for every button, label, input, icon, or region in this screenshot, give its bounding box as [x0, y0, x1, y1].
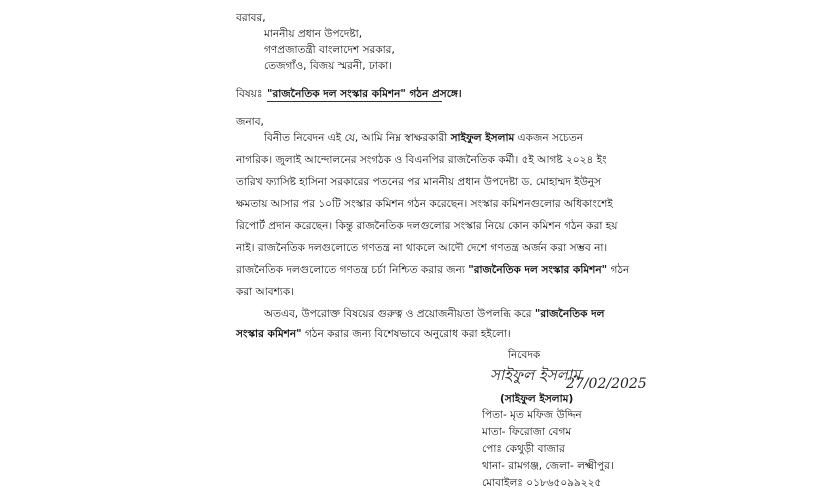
address-line-1: মাননীয় প্রধান উপদেষ্টা,: [264, 28, 363, 40]
address-line-3: তেজগাঁও, বিজয় স্মরনী, ঢাকা।: [264, 60, 392, 72]
body-line-2: নাগরিক। জুলাই আন্দোলনের সংগঠক ও বিএনপির রাজনৈতিক কর্মী। ৫ই আগষ্ট ২০২৪ ইং: [236, 154, 607, 166]
closing-line-2: সংস্কার কমিশন" গঠন করার জন্য বিশেষভাবে অনুরোধ করা হইলো।: [236, 328, 511, 340]
handwritten-signature: সাইফুল ইসলাম: [490, 366, 581, 384]
handwritten-date: 27/02/2025: [566, 376, 647, 392]
greeting: জনাব,: [236, 116, 264, 128]
body-line-3: তারিখ ফ্যাসিষ্ট হাসিনা সরকারের পতনের পর মাননীয় প্রধান উপদেষ্টা ড. মোহাম্মদ ইউনুস: [236, 176, 602, 188]
signer-mobile: মোবাইলঃ ০১৮৬৫০৯৯২২৫: [482, 477, 602, 489]
subject-label: বিষয়ঃ: [236, 88, 263, 100]
closing-line-1: অতএব, উপরোক্ত বিষয়ের গুরুত্ব ও প্রয়োজনীয়তা উপলব্ধি করে "রাজনৈতিক দল: [264, 308, 605, 320]
signer-father: পিতা- মৃত মফিজ উদ্দিন: [482, 409, 582, 421]
subject-text: "রাজনৈতিক দল সংস্কার কমিশন" গঠন প্রসঙ্গে।: [267, 88, 462, 100]
body-line-6: নাই। রাজনৈতিক দলগুলোতে গণতন্ত্র না থাকলে আদৌ দেশে গণতন্ত্র অর্জন করা সম্ভব না।: [236, 242, 608, 254]
signoff: নিবেদক: [508, 349, 541, 361]
body-line-7: রাজনৈতিক দলগুলোতে গণতন্ত্র চর্চা নিশ্চিত করার জন্য "রাজনৈতিক দল সংস্কার কমিশন" গঠন: [236, 264, 630, 276]
signer-thana-district: থানা- রামগঞ্জ, জেলা- লক্ষ্মীপুর।: [482, 460, 614, 472]
address-line-2: গণপ্রজাতন্ত্রী বাংলাদেশ সরকার,: [264, 44, 395, 56]
body-line-1: বিনীত নিবেদন এই যে, আমি নিম্ন স্বাক্ষরকারী সাইফুল ইসলাম একজন সচেতন: [264, 132, 583, 144]
signer-mother: মাতা- ফিরোজা বেগম: [482, 426, 572, 438]
body-line-4: ক্ষমতায় আসার পর ১০টি সংস্কার কমিশন গঠন করেছেন। সংস্কার কমিশনগুলোর অধিকাংশেই: [236, 198, 613, 210]
salutation-to: বরাবর,: [236, 12, 266, 24]
subject-underline: [267, 101, 442, 102]
body-line-5: রিপোর্ট প্রদান করেছেন। কিন্তু রাজনৈতিক দলগুলোর সংস্কার নিয়ে কোন কমিশন গঠন করা হয়: [236, 220, 618, 232]
body-line-8: করা আবশ্যক।: [236, 286, 294, 298]
signer-post-office: পোঃ কেথুড়ী বাজার: [482, 443, 565, 455]
signer-name: (সাইফুল ইসলাম): [500, 393, 574, 405]
